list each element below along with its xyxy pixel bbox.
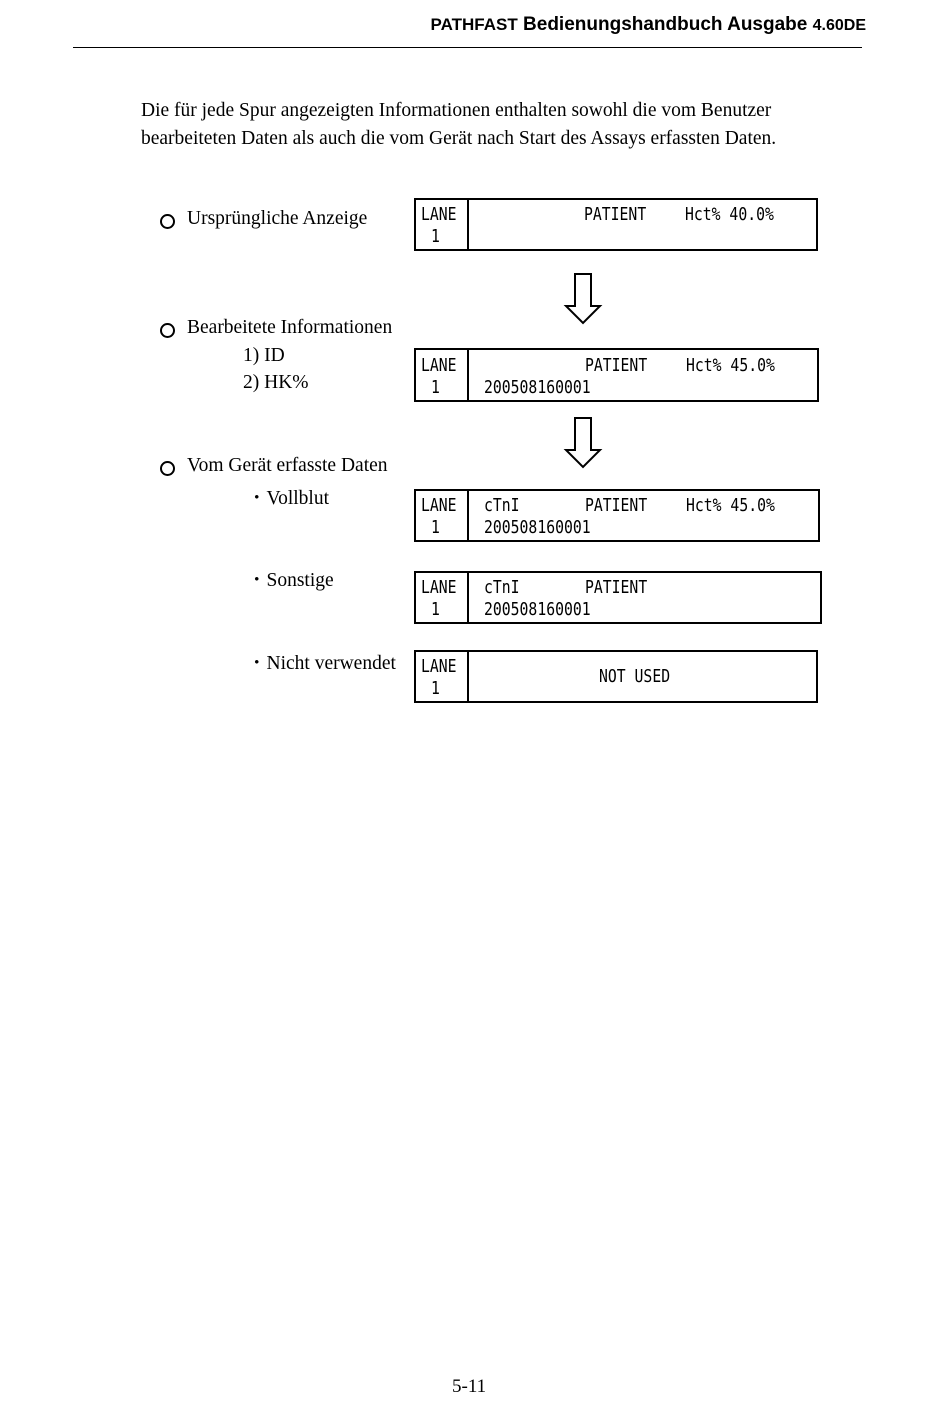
patient-label: PATIENT: [585, 577, 648, 598]
sample-id: 200508160001: [484, 377, 591, 398]
device-not-used-label: ・Nicht verwendet: [247, 653, 396, 674]
lcd-other: [414, 571, 822, 624]
device-whole-blood-label: ・Vollblut: [247, 488, 329, 509]
sample-id: 200508160001: [484, 599, 591, 620]
lane-number: 1: [431, 517, 440, 538]
manual-version: 4.60DE: [812, 17, 866, 34]
lane-number: 1: [431, 599, 440, 620]
edited-item-hk: 2) HK%: [243, 372, 309, 393]
down-arrow-icon: [563, 272, 603, 326]
hct-value: Hct% 45.0%: [686, 355, 775, 376]
lcd-edited: [414, 348, 819, 402]
sample-id: 200508160001: [484, 517, 591, 538]
circle-bullet-icon: [160, 323, 175, 338]
intro-line-2: bearbeiteten Daten als auch die vom Gerät nach Start des Assays erfassten Daten.: [141, 128, 777, 149]
circle-bullet-icon: [160, 214, 175, 229]
lane-number: 1: [431, 377, 440, 398]
lane-label: LANE: [421, 495, 457, 516]
assay-name: cTnI: [484, 495, 520, 516]
lane-label: LANE: [421, 577, 457, 598]
patient-label: PATIENT: [585, 355, 648, 376]
circle-bullet-icon: [160, 461, 175, 476]
brand-name: PATHFAST: [430, 15, 518, 34]
patient-label: PATIENT: [585, 495, 648, 516]
page-number: 5-11: [452, 1376, 487, 1397]
down-arrow-icon: [563, 416, 603, 470]
section-original-label: Ursprüngliche Anzeige: [187, 208, 368, 229]
hct-value: Hct% 45.0%: [686, 495, 775, 516]
intro-line-1: Die für jede Spur angezeigten Informationen enthalten sowohl die vom Benutzer: [141, 100, 772, 121]
lane-label: LANE: [421, 355, 457, 376]
header-rule: [73, 47, 862, 48]
lcd-original: [414, 198, 818, 251]
assay-name: cTnI: [484, 577, 520, 598]
lcd-whole-blood: [414, 489, 820, 542]
intro-paragraph: [141, 97, 876, 153]
hct-value: Hct% 40.0%: [685, 204, 774, 225]
device-other-label: ・Sonstige: [247, 570, 334, 591]
patient-label: PATIENT: [584, 204, 647, 225]
lane-number: 1: [431, 226, 440, 247]
lane-label: LANE: [421, 204, 457, 225]
section-edited-label: Bearbeitete Informationen: [187, 317, 393, 338]
manual-title: Bedienungshandbuch Ausgabe: [517, 14, 813, 35]
not-used-status: NOT USED: [599, 666, 671, 687]
section-device-label: Vom Gerät erfasste Daten: [187, 455, 388, 476]
page-header: [431, 14, 866, 36]
lane-label: LANE: [421, 656, 457, 677]
lane-number: 1: [431, 678, 440, 699]
lcd-not-used: [414, 650, 818, 703]
edited-item-id: 1) ID: [243, 345, 285, 366]
